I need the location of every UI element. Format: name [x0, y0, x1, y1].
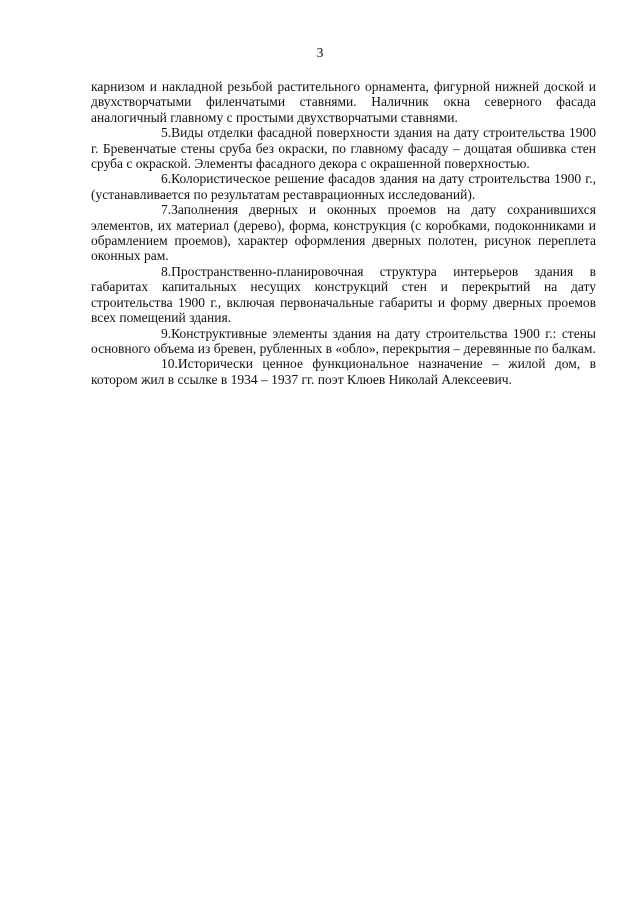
- paragraph-text: Пространственно-планировочная структура интерьеров здания в габаритах капитальных несущих конструкций стен и перекрытий на дату строительства 1900 г., включая первоначальные габариты и форму дверных проемов всех помещений здания.: [91, 263, 596, 326]
- paragraph-text: Заполнения дверных и оконных проемов на дату сохранившихся элементов, их материал (дерево), форма, конструкция (с коробками, подоконниками и обрамлением проемов), характер оформления дверных полотен, рисунок переплета оконных рам.: [91, 202, 596, 264]
- paragraph-text: Виды отделки фасадной поверхности здания на дату строительства 1900 г. Бревенчатые стены сруба без окраски, по главному фасаду – дощатая обшивка стен сруба с окраской. Элементы фасадного декора с окрашенной поверхностью.: [91, 125, 596, 172]
- paragraph-text: Конструктивные элементы здания на дату строительства 1900 г.: стены основного объема из бревен, рубленных в «обло», перекрытия – деревянные по балкам.: [91, 325, 596, 356]
- paragraph-text: Исторически ценное функциональное назначение – жилой дом, в котором жил в ссылке в 1934 – 1937 гг. поэт Клюев Николай Алексеевич.: [91, 356, 596, 387]
- item-number: 10.: [161, 356, 178, 372]
- item-number: 7.: [161, 202, 172, 218]
- paragraph-item-8: [91, 264, 596, 326]
- item-number: 8.: [161, 263, 172, 279]
- paragraph-text: карнизом и накладной резьбой растительного орнамента, фигурной нижней доской и двухстворчатыми филенчатыми ставнями. Наличник окна северного фасада аналогичный главному с простыми двухстворчатыми ставнями.: [91, 79, 596, 125]
- paragraph-item-5: [91, 125, 596, 171]
- paragraph-item-10: [91, 356, 596, 387]
- item-number: 6.: [161, 171, 172, 187]
- paragraph-continuation: [91, 79, 596, 125]
- item-number: 9.: [161, 325, 172, 341]
- page-number: 3: [316, 45, 324, 60]
- paragraph-text: Колористическое решение фасадов здания на дату строительства 1900 г., (устанавливается по результатам реставрационных исследований).: [91, 171, 596, 202]
- paragraph-item-6: [91, 171, 596, 202]
- paragraph-item-7: [91, 202, 596, 264]
- paragraph-item-9: [91, 326, 596, 357]
- item-number: 5.: [161, 125, 172, 141]
- document-body: [91, 79, 596, 387]
